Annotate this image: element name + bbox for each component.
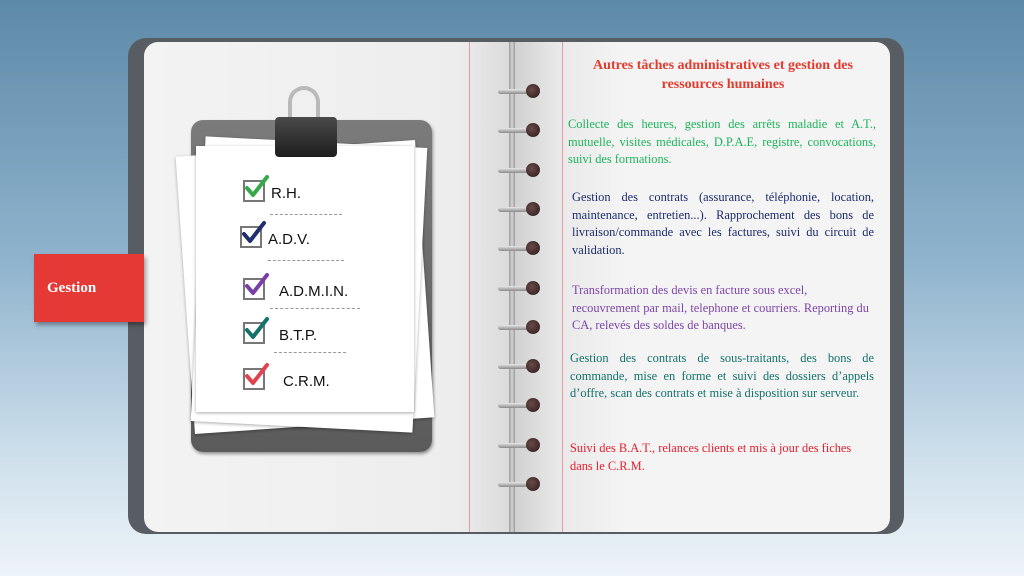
spiral-ring <box>498 87 544 97</box>
spiral-ring <box>498 126 544 136</box>
checkbox-checked-icon <box>243 322 265 344</box>
dotted-line <box>270 214 342 215</box>
binder-clip-icon <box>275 117 337 157</box>
right-page-title: Autres tâches administratives et gestion des ressources humaines <box>593 58 853 92</box>
checklist-label: R.H. <box>271 185 301 202</box>
gestion-tab[interactable] <box>34 254 144 322</box>
rh-description: Collecte des heures, gestion des arrêts maladie et A.T., mutuelle, visites médicales, D.P.A.E, registre, convocations, suivi des formations. <box>568 117 876 166</box>
checklist-label: A.D.V. <box>268 231 310 248</box>
spiral-ring <box>498 284 544 294</box>
spiral-ring <box>498 244 544 254</box>
checkbox-checked-icon <box>243 180 265 202</box>
checklist-label: B.T.P. <box>279 327 318 344</box>
spiral-ring <box>498 401 544 411</box>
adv-description: Gestion des contrats (assurance, téléphonie, location, maintenance, entretien...). Rapprochement des bons de livraison/commande avec les factures, suivi du circuit de validation. <box>572 190 874 257</box>
checkbox-checked-icon <box>243 368 265 390</box>
crm-description: Suivi des B.A.T., relances clients et mis à jour des fiches dans le C.R.M. <box>570 441 852 473</box>
checkbox-checked-icon <box>240 226 262 248</box>
checklist-label: C.R.M. <box>283 373 330 390</box>
dotted-line <box>270 308 360 309</box>
spiral-ring <box>498 323 544 333</box>
dotted-line <box>274 352 346 353</box>
dotted-line <box>268 260 344 261</box>
checklist-item-admin <box>243 278 348 300</box>
checklist-label: A.D.M.I.N. <box>279 283 349 300</box>
spiral-ring <box>498 480 544 490</box>
checklist-item-crm <box>243 368 330 390</box>
left-margin-line <box>469 42 470 532</box>
spiral-ring <box>498 362 544 372</box>
checklist-item-btp <box>243 322 317 344</box>
checklist-item-adv <box>240 226 310 248</box>
spiral-ring <box>498 441 544 451</box>
checkbox-checked-icon <box>243 278 265 300</box>
checklist-item-rh <box>243 180 301 202</box>
right-margin-line <box>562 42 563 532</box>
admin-description: Transformation des devis en facture sous excel, recouvrement par mail, telephone et courriers. Reporting du CA, relevés des soldes de banques. <box>572 283 869 332</box>
gestion-tab-label: Gestion <box>47 279 97 296</box>
spiral-ring <box>498 205 544 215</box>
spiral-ring <box>498 166 544 176</box>
btp-description: Gestion des contrats de sous-traitants, des bons de commande, mise en forme et suivi des dossiers d’appels d’offre, scan des contrats et mise à disposition sur serveur. <box>570 351 874 400</box>
